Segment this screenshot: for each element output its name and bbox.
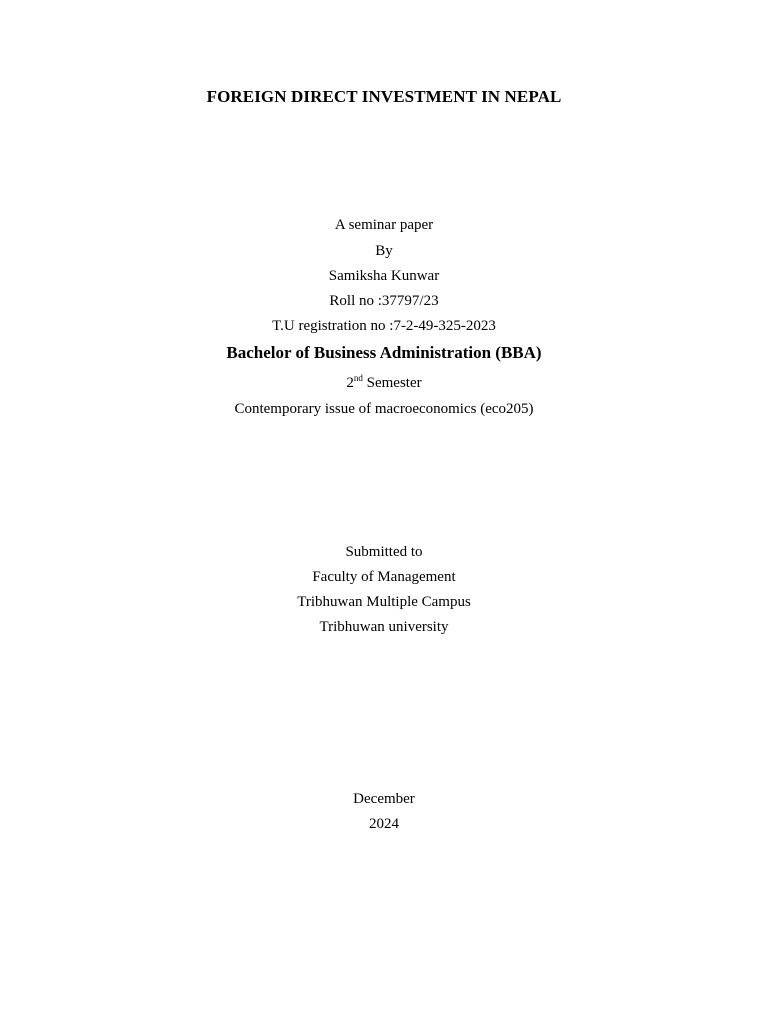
campus-name: Tribhuwan Multiple Campus [297,594,471,610]
faculty-name: Faculty of Management [312,569,456,585]
paper-type: A seminar paper [334,217,434,233]
semester [0,373,768,393]
paper-title: FOREIGN DIRECT INVESTMENT IN NEPAL [206,87,562,106]
submitted-to-label: Submitted to [345,544,423,560]
semester-suffix: nd [353,373,363,383]
submission-month: December [353,791,415,807]
roll-number: Roll no :37797/23 [329,293,439,309]
semester-number: 2 [346,375,354,391]
by-label: By [375,243,393,259]
semester-label: Semester [362,375,422,391]
submission-year: 2024 [369,816,399,832]
university-name: Tribhuwan university [319,619,449,635]
author-name: Samiksha Kunwar [328,268,440,284]
degree-name: Bachelor of Business Administration (BBA) [226,343,542,362]
registration-number: T.U registration no :7-2-49-325-2023 [272,318,496,334]
course-name: Contemporary issue of macroeconomics (eco205) [234,401,534,417]
